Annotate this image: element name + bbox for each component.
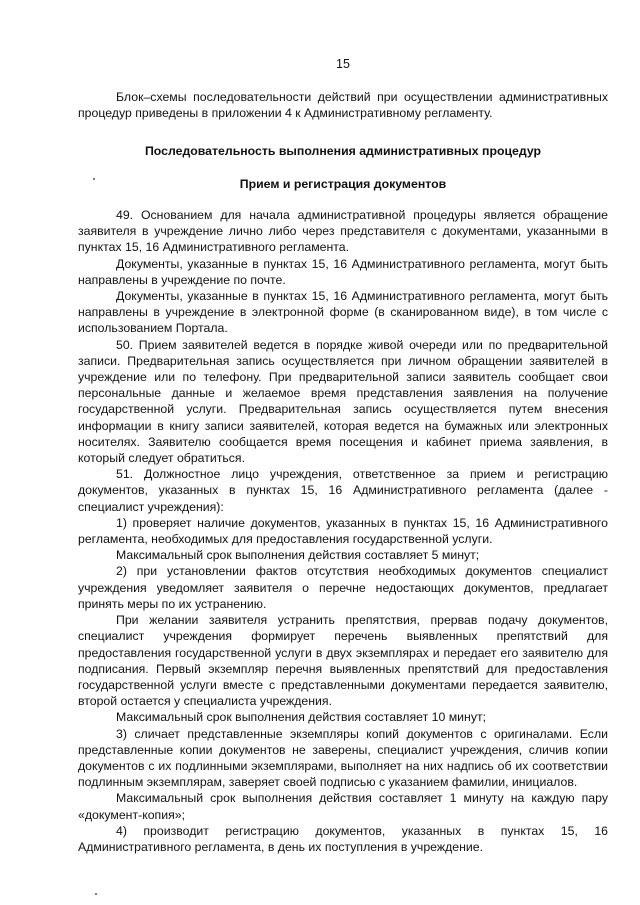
paragraph-50: 50. Прием заявителей ведется в порядке живой очереди или по предварительной записи. Предварительная запись осуществляется при личном обращении заявителей в учреждение или по телефону. При предварительной записи заявитель сообщает свои персональные данные и желаемое время представления заявления на получение государственной услуги. Предварительная запись осуществляется путем внесения информации в книгу записи заявителей, которая ведется на бумажных или электронных носителях. Заявителю сообщается время посещения и кабинет приема заявления, в который следует обратиться.: [78, 337, 608, 466]
paragraph-51: 51. Должностное лицо учреждения, ответственное за прием и регистрацию документов, указанных в пунктах 15, 16 Административного регламента (далее - специалист учреждения):: [78, 467, 608, 514]
paragraph-time-5: Максимальный срок выполнения действия составляет 5 минут;: [116, 548, 480, 563]
paragraph-obstacles: При желании заявителя устранить препятствия, прервав подачу документов, специалист учреждения формирует перечень выявленных препятствий для предоставления государственной услуги в двух экземплярах и передает его заявителю для подписания. Первый экземпляр перечня выявленных препятствий для предоставления государственной услуги вместе с представленными документами передается заявителю, второй остается у специалиста учреждения.: [78, 613, 608, 709]
paragraph-time-1: Максимальный срок выполнения действия составляет 1 минуту на каждую пару «документ-копия»;: [78, 791, 608, 822]
paragraph-electronic: Документы, указанные в пунктах 15, 16 Административного регламента, могут быть направлены в учреждение в электронной форме (в сканированном виде), в том числе с использованием Портала.: [78, 289, 608, 336]
scan-speck: [95, 893, 97, 895]
document-page: [78, 56, 608, 855]
page-number: 15: [336, 57, 350, 71]
paragraph-51-2: 2) при установлении фактов отсутствия необходимых документов специалист учреждения уведомляет заявителя о перечне недостающих документов, предлагает принять меры по их устранению.: [78, 564, 608, 611]
paragraph-51-4: 4) производит регистрацию документов, указанных в пунктах 15, 16 Административного регламента, в день их поступления в учреждение.: [78, 823, 608, 854]
scan-speck: [93, 178, 95, 180]
paragraph-49: 49. Основанием для начала административной процедуры является обращение заявителя в учреждение лично либо через представителя с документами, указанными в пунктах 15, 16 Административного регламента.: [78, 208, 608, 255]
section-heading: Последовательность выполнения административных процедур: [144, 143, 542, 158]
subsection-heading: Прием и регистрация документов: [239, 176, 447, 191]
paragraph-51-3: 3) сличает представленные экземпляры копий документов с оригиналами. Если представленные копии документов не заверены, специалист учреждения, сличив копии документов с их подлинными экземплярами, выполняет на них надпись об их соответствии подлинным экземплярам, заверяет своей подписью с указанием фамилии, инициалов.: [78, 726, 608, 790]
paragraph-mail: Документы, указанные в пунктах 15, 16 Административного регламента, могут быть направлены в учреждение по почте.: [78, 256, 608, 287]
intro-paragraph: Блок–схемы последовательности действий при осуществлении административных процедур приведены в приложении 4 к Административному регламенту.: [78, 90, 608, 121]
paragraph-time-10: Максимальный срок выполнения действия составляет 10 минут;: [116, 710, 487, 725]
paragraph-51-1: 1) проверяет наличие документов, указанных в пунктах 15, 16 Административного регламента, необходимых для предоставления государственной услуги.: [78, 515, 608, 547]
